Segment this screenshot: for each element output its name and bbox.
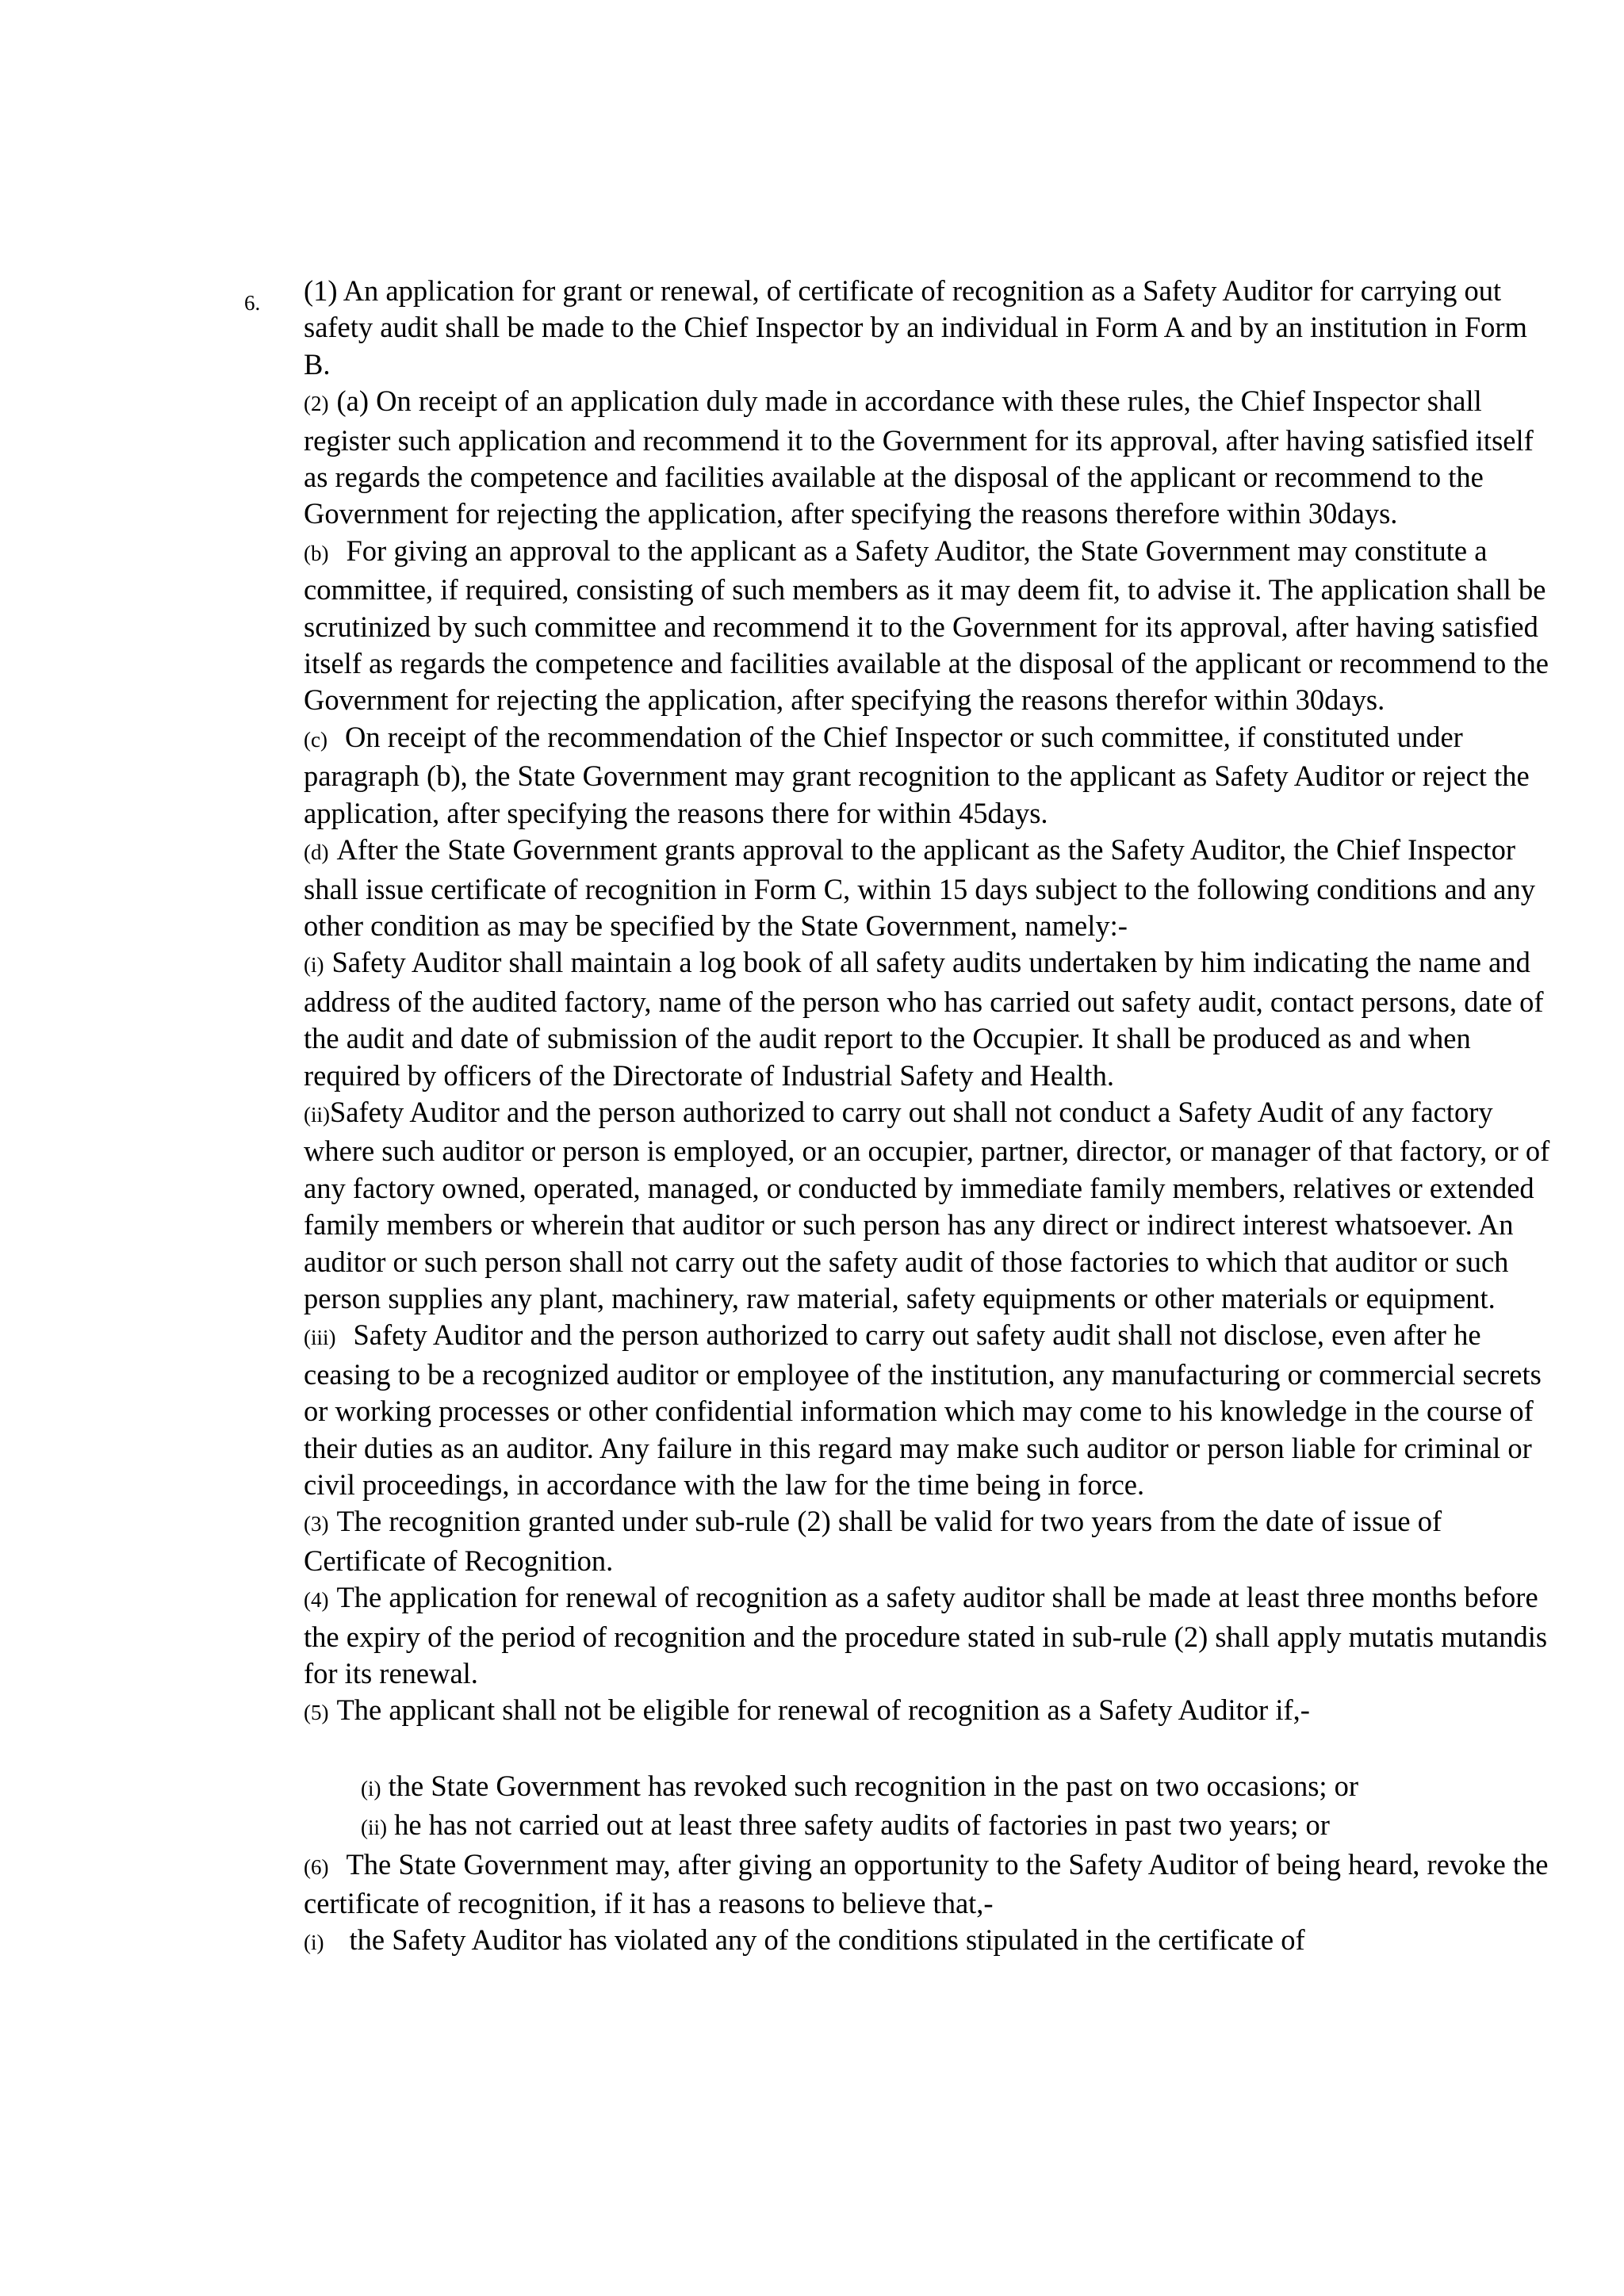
sub-rule-6-text: The State Government may, after giving an opportunity to the Safety Auditor of being heard, revoke the certificate of recognition, if it has a reasons to believe that,- [304,1847,1549,1920]
sub-rule-2b-marker: (b) [304,541,329,565]
sub-rule-4-text: The application for renewal of recognition as a safety auditor shall be made at least three months before the expiry of the period of recognition and the procedure stated in sub-rule (2) shall apply mutatis mutandis for its renewal. [304,1581,1548,1690]
rule-body [304,273,1557,1961]
sub-rule-2c [304,719,1557,832]
sub-rule-5-clause-i [361,1768,1557,1807]
sub-rule-3 [304,1503,1557,1579]
sub-rule-2b [304,533,1557,719]
sub-rule-2c-text: On receipt of the recommendation of the Chief Inspector or such committee, if constituted under paragraph (b), the State Government may grant recognition to the applicant as Safety Auditor or reject the application, after specifying the reasons there for within 45days. [304,720,1530,829]
sub-rule-2a-text: (a) On receipt of an application duly made in accordance with these rules, the Chief Inspector shall register such application and recommend it to the Government for its approval, after having satisfied itself as regards the competence and facilities available at the disposal of the applicant or recommend to the Government for rejecting the application, after specifying the reasons therefore within 30days. [304,385,1534,530]
condition-i-marker: (i) [304,953,324,978]
sub-rule-6-clause-i [304,1922,1557,1961]
sub-rule-2d-text: After the State Government grants approval to the applicant as the Safety Auditor, the Chief Inspector shall issue certificate of recognition in Form C, within 15 days subject to the following conditions and any other condition as may be specified by the State Government, namely:- [304,833,1535,942]
sub-rule-5-clause-ii [361,1807,1557,1846]
sub-rule-3-text: The recognition granted under sub-rule (2) shall be valid for two years from the date of issue of Certificate of Recognition. [304,1505,1442,1577]
sub-rule-6 [304,1846,1557,1923]
sub-rule-2a [304,383,1557,533]
condition-i [304,944,1557,1094]
condition-ii-marker: (ii) [304,1102,330,1127]
sub-rule-2b-text: For giving an approval to the applicant as a Safety Auditor, the State Government may constitute a committee, if required, consisting of such members as it may deem fit, to advise it. The application shall be scrutinized by such committee and recommend it to the Government for its approval, after having satisfied itself as regards the competence and facilities available at the disposal of the applicant or recommend to the Government for rejecting the application, after specifying the reasons therefor within 30days. [304,534,1549,717]
condition-ii [304,1094,1557,1317]
sub-rule-4 [304,1579,1557,1692]
rule-number: 6. [244,291,261,315]
condition-i-text: Safety Auditor shall maintain a log book of all safety audits undertaken by him indicating the name and address of the audited factory, name of the person who has carried out safety audit, contact persons, date of the audit and date of submission of the audit report to the Occupier. It shall be produced as and when required by officers of the Directorate of Industrial Safety and Health. [304,946,1544,1092]
sub-rule-5-clause-ii-marker: (ii) [361,1816,387,1840]
sub-rule-4-marker: (4) [304,1588,329,1613]
condition-iii-marker: (iii) [304,1326,336,1350]
sub-rule-5-clause-ii-text: he has not carried out at least three safety audits of factories in past two years; or [394,1808,1330,1842]
sub-rule-2d-marker: (d) [304,840,329,865]
sub-rule-5-text: The applicant shall not be eligible for renewal of recognition as a Safety Auditor if,- [336,1693,1310,1727]
condition-iii [304,1317,1557,1503]
sub-rule-2c-marker: (c) [304,727,327,752]
sub-rule-2d [304,832,1557,944]
paragraph-gap [304,1732,1557,1768]
sub-rule-6-clause-i-text: the Safety Auditor has violated any of the conditions stipulated in the certificate of [349,1923,1305,1957]
condition-iii-text: Safety Auditor and the person authorized to carry out safety audit shall not disclose, even after he ceasing to be a recognized auditor or employee of the institution, any manufacturing or commercial secrets or working processes or other confidential information which may come to his knowledge in the course of their duties as an auditor. Any failure in this regard may make such auditor or person liable for criminal or civil proceedings, in accordance with the law for the time being in force. [304,1318,1542,1501]
sub-rule-2-marker: (2) [304,392,329,416]
sub-rule-1-marker: (1) [304,274,338,307]
sub-rule-3-marker: (3) [304,1512,329,1536]
sub-rule-5-clause-i-marker: (i) [361,1776,381,1800]
sub-rule-5-marker: (5) [304,1701,329,1725]
sub-rule-1 [304,273,1557,383]
condition-ii-text: Safety Auditor and the person authorized to carry out shall not conduct a Safety Audit of any factory where such auditor or person is employed, or an occupier, partner, director, or manager of that factory, or of any factory owned, operated, managed, or conducted by immediate family members, relatives or extended family members or wherein that auditor or such person has any direct or indirect interest whatsoever. An auditor or such person shall not carry out the safety audit of those factories to which that auditor or such person supplies any plant, machinery, raw material, safety equipments or other materials or equipment. [304,1095,1550,1314]
sub-rule-6-marker: (6) [304,1854,329,1879]
sub-rule-5 [304,1692,1557,1731]
sub-rule-1-text: An application for grant or renewal, of certificate of recognition as a Safety Auditor for carrying out safety audit shall be made to the Chief Inspector by an individual in Form A and by an institution in Form B. [304,274,1527,381]
sub-rule-6-clause-i-marker: (i) [304,1931,324,1955]
sub-rule-5-clause-i-text: the State Government has revoked such recognition in the past on two occasions; or [388,1769,1359,1802]
